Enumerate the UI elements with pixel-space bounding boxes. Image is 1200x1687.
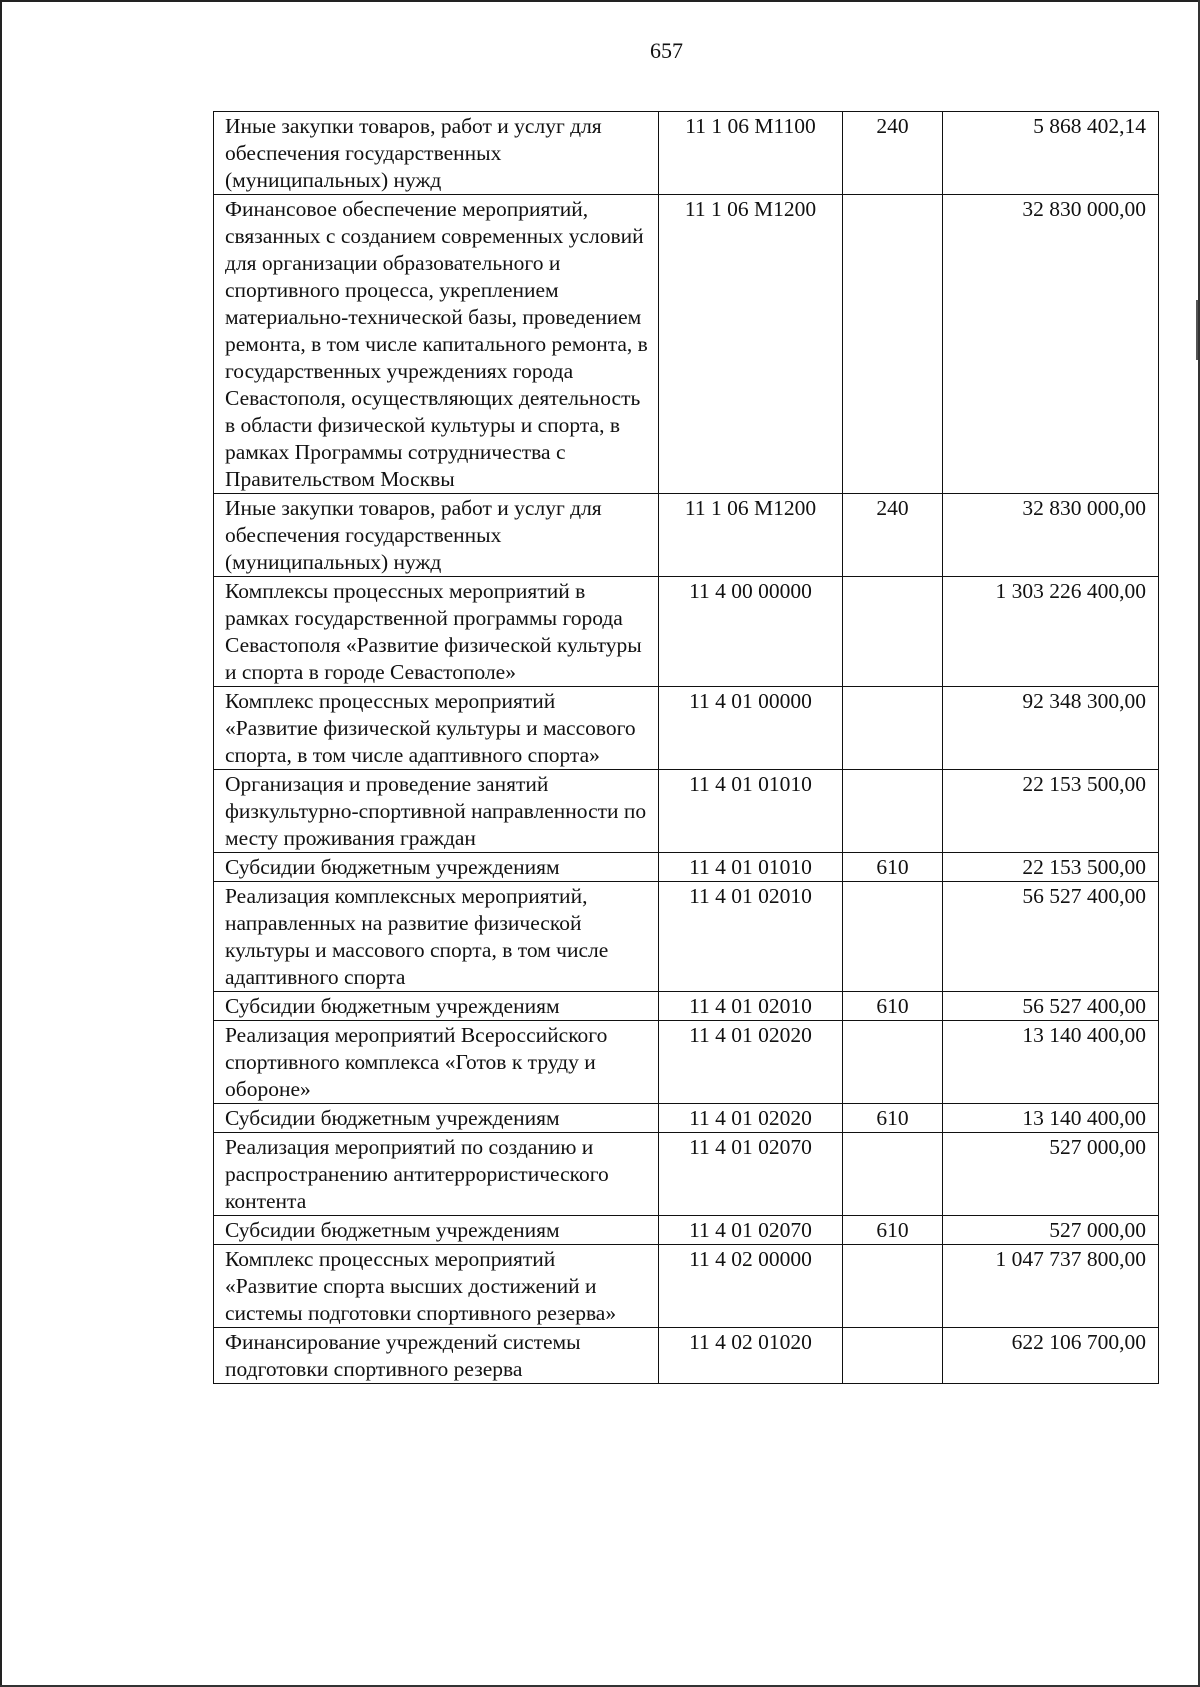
row-sum-cell: 32 830 000,00 [943,195,1159,494]
row-sum-cell: 527 000,00 [943,1216,1159,1245]
row-code-cell: 11 1 06 M1100 [659,112,843,195]
table-row [214,770,1159,853]
row-sum-cell: 1 303 226 400,00 [943,577,1159,687]
row-type-cell: 610 [843,992,943,1021]
row-name-cell: Комплекс процессных мероприятий «Развитие физической культуры и массового спорта, в том числе адаптивного спорта» [214,687,659,770]
table-row [214,1133,1159,1216]
budget-table [213,111,1159,1384]
row-sum-cell: 56 527 400,00 [943,882,1159,992]
row-name-cell: Иные закупки товаров, работ и услуг для обеспечения государственных (муниципальных) нужд [214,112,659,195]
scan-edge-left [0,0,2,1687]
row-code-cell: 11 1 06 M1200 [659,494,843,577]
row-type-cell [843,770,943,853]
row-sum-cell: 22 153 500,00 [943,853,1159,882]
row-type-cell: 240 [843,494,943,577]
row-name-cell: Финансовое обеспечение мероприятий, связанных с созданием современных условий для организации образовательного и спортивного процесса, укреплением материально-технической базы, проведением ремонта, в том числе капитального ремонта, в государственных учреждениях города Севастополя, осуществляющих деятельность в области физической культуры и спорта, в рамках Программы сотрудничества с Правительством Москвы [214,195,659,494]
row-name-cell: Субсидии бюджетным учреждениям [214,1104,659,1133]
row-type-cell [843,1133,943,1216]
row-sum-cell: 13 140 400,00 [943,1104,1159,1133]
table-row [214,1216,1159,1245]
row-code-cell: 11 4 01 00000 [659,687,843,770]
row-code-cell: 11 4 01 01010 [659,770,843,853]
row-code-cell: 11 4 01 02020 [659,1104,843,1133]
row-type-cell: 610 [843,1216,943,1245]
row-name-cell: Реализация комплексных мероприятий, направленных на развитие физической культуры и массового спорта, в том числе адаптивного спорта [214,882,659,992]
table-row [214,112,1159,195]
row-type-cell [843,882,943,992]
row-type-cell [843,1245,943,1328]
table-row [214,1328,1159,1384]
row-type-cell [843,195,943,494]
row-sum-cell: 92 348 300,00 [943,687,1159,770]
table-row [214,494,1159,577]
table-row [214,853,1159,882]
row-type-cell: 610 [843,853,943,882]
row-code-cell: 11 4 01 02070 [659,1133,843,1216]
table-row [214,195,1159,494]
row-name-cell: Комплекс процессных мероприятий «Развитие спорта высших достижений и системы подготовки спортивного резерва» [214,1245,659,1328]
row-sum-cell: 13 140 400,00 [943,1021,1159,1104]
row-code-cell: 11 4 01 01010 [659,853,843,882]
row-name-cell: Организация и проведение занятий физкультурно-спортивной направленности по месту проживания граждан [214,770,659,853]
row-code-cell: 11 4 02 01020 [659,1328,843,1384]
table-row [214,1021,1159,1104]
row-code-cell: 11 4 01 02070 [659,1216,843,1245]
row-sum-cell: 56 527 400,00 [943,992,1159,1021]
row-code-cell: 11 4 01 02010 [659,882,843,992]
row-sum-cell: 32 830 000,00 [943,494,1159,577]
row-name-cell: Реализация мероприятий Всероссийского спортивного комплекса «Готов к труду и обороне» [214,1021,659,1104]
budget-table-body [214,112,1159,1384]
row-sum-cell: 5 868 402,14 [943,112,1159,195]
row-type-cell [843,1021,943,1104]
page-number: 657 [650,38,683,63]
table-row [214,577,1159,687]
row-code-cell: 11 4 01 02020 [659,1021,843,1104]
scan-edge-top [0,0,1200,2]
row-code-cell: 11 1 06 M1200 [659,195,843,494]
table-row [214,882,1159,992]
row-sum-cell: 22 153 500,00 [943,770,1159,853]
row-name-cell: Субсидии бюджетным учреждениям [214,992,659,1021]
table-row [214,1104,1159,1133]
row-sum-cell: 622 106 700,00 [943,1328,1159,1384]
row-name-cell: Иные закупки товаров, работ и услуг для обеспечения государственных (муниципальных) нужд [214,494,659,577]
row-type-cell: 610 [843,1104,943,1133]
row-code-cell: 11 4 01 02010 [659,992,843,1021]
row-name-cell: Субсидии бюджетным учреждениям [214,1216,659,1245]
row-type-cell [843,687,943,770]
row-sum-cell: 1 047 737 800,00 [943,1245,1159,1328]
table-row [214,992,1159,1021]
row-type-cell [843,577,943,687]
table-row [214,687,1159,770]
row-name-cell: Реализация мероприятий по созданию и распространению антитеррористического контента [214,1133,659,1216]
row-name-cell: Финансирование учреждений системы подготовки спортивного резерва [214,1328,659,1384]
row-code-cell: 11 4 00 00000 [659,577,843,687]
row-name-cell: Комплексы процессных мероприятий в рамках государственной программы города Севастополя «Развитие физической культуры и спорта в городе Севастополе» [214,577,659,687]
table-row [214,1245,1159,1328]
scan-mark [1196,300,1198,360]
row-name-cell: Субсидии бюджетным учреждениям [214,853,659,882]
row-sum-cell: 527 000,00 [943,1133,1159,1216]
row-type-cell: 240 [843,112,943,195]
row-type-cell [843,1328,943,1384]
row-code-cell: 11 4 02 00000 [659,1245,843,1328]
